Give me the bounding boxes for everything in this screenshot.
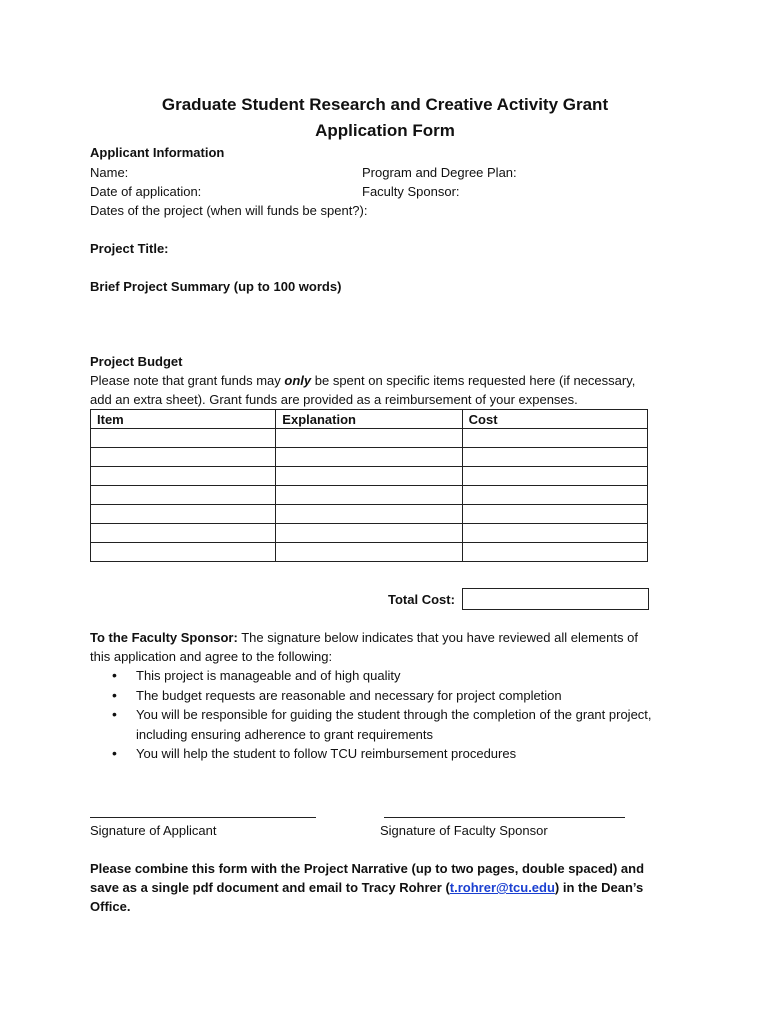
total-cost-label: Total Cost: (388, 592, 455, 607)
instructions-pre: save as a single pdf document and email to Tracy Rohrer ( (90, 880, 450, 895)
item-cell[interactable] (91, 429, 276, 448)
sponsor-statement-lead: To the Faculty Sponsor: (90, 630, 238, 645)
item-cell[interactable] (91, 524, 276, 543)
cost-cell[interactable] (462, 543, 647, 562)
table-row (91, 429, 648, 448)
budget-heading: Project Budget (90, 354, 183, 369)
name-label: Name: (90, 165, 129, 180)
cost-cell[interactable] (462, 448, 647, 467)
item-cell[interactable] (91, 543, 276, 562)
submission-instructions-line3: Office. (90, 899, 131, 914)
budget-table-header (91, 410, 648, 429)
sponsor-signature-label: Signature of Faculty Sponsor (380, 823, 548, 838)
item-cell[interactable] (91, 448, 276, 467)
budget-note-line2: add an extra sheet). Grant funds are provided as a reimbursement of your expenses. (90, 392, 578, 407)
email-link[interactable]: t.rohrer@tcu.edu (449, 880, 555, 895)
explanation-cell[interactable] (276, 467, 462, 486)
list-item: • This project is manageable and of high quality (106, 666, 666, 686)
program-label: Program and Degree Plan: (362, 165, 517, 180)
item-cell[interactable] (91, 486, 276, 505)
project-summary-label: Brief Project Summary (up to 100 words) (90, 279, 342, 294)
applicant-signature-label: Signature of Applicant (90, 823, 217, 838)
cost-cell[interactable] (462, 524, 647, 543)
item-cell[interactable] (91, 505, 276, 524)
faculty-sponsor-label: Faculty Sponsor: (362, 184, 460, 199)
instructions-post: ) in the Dean’s (554, 880, 644, 895)
table-row (91, 486, 648, 505)
submission-instructions-line2 (90, 878, 643, 897)
project-dates-label: Dates of the project (when will funds be spent?): (90, 203, 368, 218)
form-title-line1: Graduate Student Research and Creative Activity Grant (161, 95, 609, 114)
list-item: • You will help the student to follow TCU reimbursement procedures (106, 744, 666, 764)
explanation-cell[interactable] (276, 429, 462, 448)
submission-instructions-line1: Please combine this form with the Project Narrative (up to two pages, double spaced) and (90, 861, 645, 876)
sponsor-statement-line1 (90, 628, 638, 647)
sponsor-agreement-list (106, 666, 666, 764)
explanation-cell[interactable] (276, 543, 462, 562)
explanation-cell[interactable] (276, 524, 462, 543)
cost-cell[interactable] (462, 467, 647, 486)
sponsor-signature-line[interactable] (384, 817, 625, 818)
budget-note-post: be spent on specific items requested here (if necessary, (311, 373, 636, 388)
budget-note-line1 (90, 371, 635, 390)
column-header-explanation: Explanation (276, 410, 462, 429)
table-row (91, 543, 648, 562)
cost-cell[interactable] (462, 505, 647, 524)
sponsor-statement-text: The signature below indicates that you have reviewed all elements of (237, 630, 638, 645)
list-item: • The budget requests are reasonable and necessary for project completion (106, 686, 666, 706)
column-header-item: Item (91, 410, 276, 429)
explanation-cell[interactable] (276, 505, 462, 524)
form-title-line2: Application Form (315, 121, 455, 140)
table-row (91, 505, 648, 524)
cost-cell[interactable] (462, 486, 647, 505)
budget-note-pre: Please note that grant funds may (90, 373, 285, 388)
project-title-label: Project Title: (90, 241, 169, 256)
item-cell[interactable] (91, 467, 276, 486)
applicant-signature-line[interactable] (90, 817, 316, 818)
table-row (91, 467, 648, 486)
table-row (91, 524, 648, 543)
list-item: • You will be responsible for guiding the student through the completion of the grant project, including ensuring adherence to grant requirements (106, 705, 666, 744)
budget-note-emphasis: only (284, 373, 312, 388)
applicant-info-heading: Applicant Information (90, 145, 225, 160)
cost-cell[interactable] (462, 429, 647, 448)
sponsor-statement-line2: this application and agree to the following: (90, 649, 333, 664)
explanation-cell[interactable] (276, 448, 462, 467)
table-row (91, 448, 648, 467)
total-cost-field[interactable] (462, 588, 649, 610)
date-label: Date of application: (90, 184, 202, 199)
explanation-cell[interactable] (276, 486, 462, 505)
budget-table (90, 409, 648, 562)
column-header-cost: Cost (462, 410, 647, 429)
